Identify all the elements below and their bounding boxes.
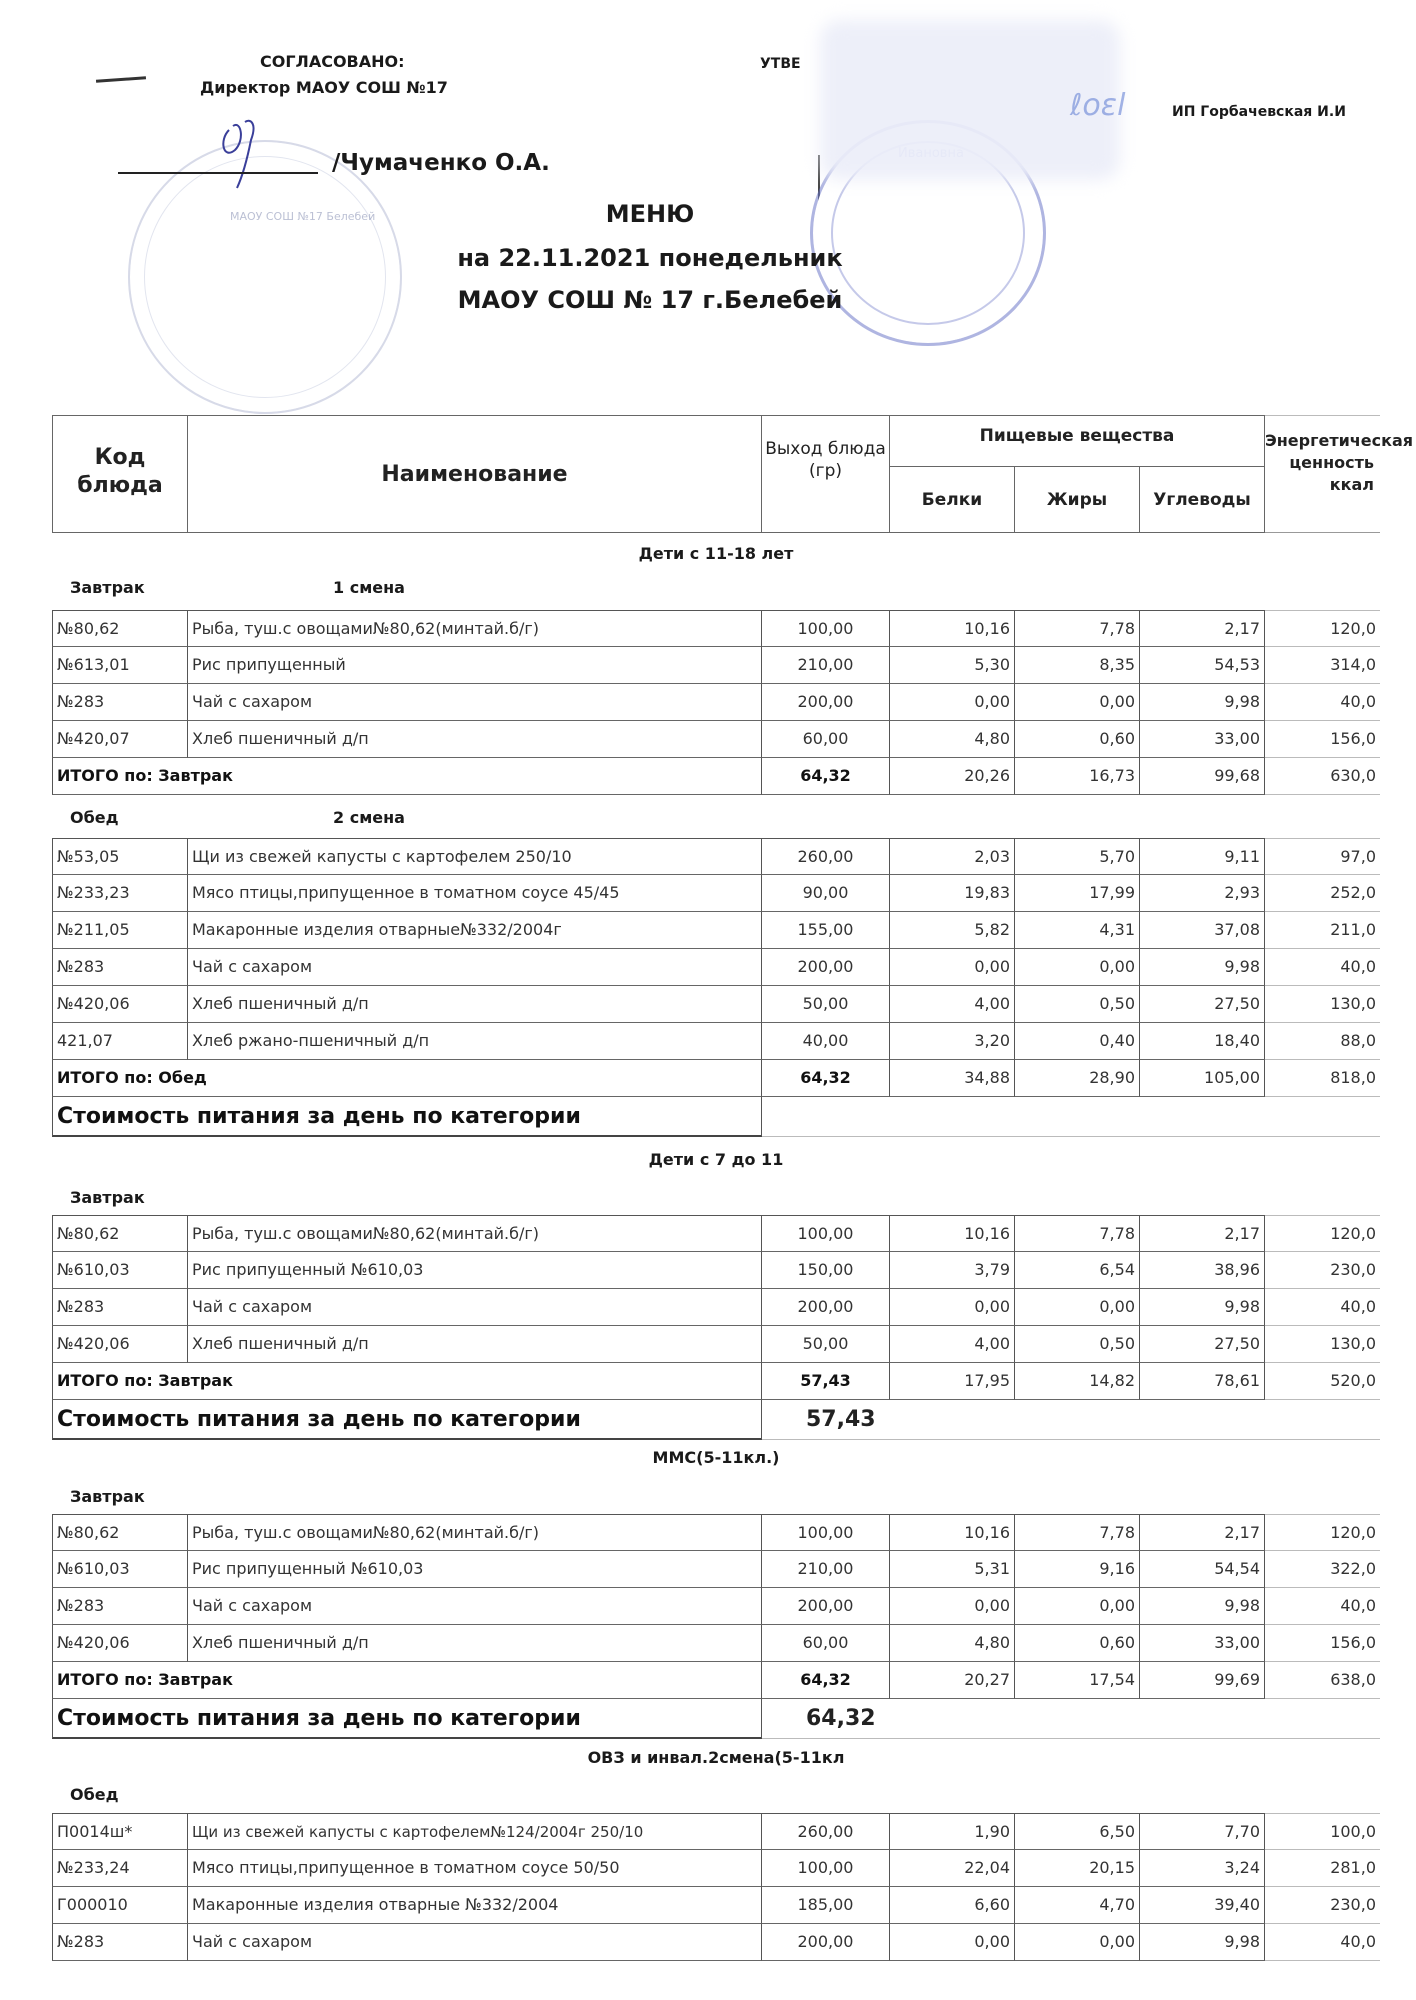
cell-proteins: 19,83 [890,875,1015,912]
cell-name: Хлеб пшеничный д/п [188,1625,762,1662]
meal-label: Обед [70,808,119,827]
cell-fats: 17,99 [1015,875,1140,912]
cell-code: №420,06 [52,986,188,1023]
cell-output: 210,00 [762,647,890,684]
cell-energy: 156,0 [1265,1625,1380,1662]
table-row [52,986,1380,1023]
cell-energy: 120,0 [1265,1215,1380,1252]
cell-name: Чай с сахаром [188,684,762,721]
total-carbs: 78,61 [1140,1363,1265,1400]
total-proteins: 20,26 [890,758,1015,795]
cell-fats: 0,00 [1015,1289,1140,1326]
cell-carbs: 3,24 [1140,1850,1265,1887]
total-label: ИТОГО по: Завтрак [52,758,762,795]
col-fats: Жиры [1015,467,1140,533]
cell-proteins: 5,82 [890,912,1015,949]
total-carbs: 99,68 [1140,758,1265,795]
cell-code: №283 [52,1588,188,1625]
cell-output: 60,00 [762,1625,890,1662]
cell-proteins: 5,30 [890,647,1015,684]
cell-output: 260,00 [762,1813,890,1850]
approve-label: УТВЕ [760,56,801,72]
cell-carbs: 2,17 [1140,1514,1265,1551]
table-row [52,1514,1380,1551]
cell-name: Рис припущенный №610,03 [188,1551,762,1588]
total-carbs: 99,69 [1140,1662,1265,1699]
school-stamp-text: МАОУ СОШ №17 Белебей [230,210,376,223]
cell-output: 40,00 [762,1023,890,1060]
entrepreneur-signature-icon: ℓoɛl [1070,88,1126,123]
cell-code: №283 [52,1289,188,1326]
cell-carbs: 38,96 [1140,1252,1265,1289]
col-carbs: Углеводы [1140,467,1265,533]
table-row [52,610,1380,647]
cell-carbs: 7,70 [1140,1813,1265,1850]
shift-label: 2 смена [333,808,405,827]
cell-fats: 4,70 [1015,1887,1140,1924]
cell-code: №283 [52,684,188,721]
cell-proteins: 2,03 [890,838,1015,875]
total-label: ИТОГО по: Завтрак [52,1363,762,1400]
cell-proteins: 0,00 [890,1924,1015,1961]
pen-mark [96,76,146,82]
cell-code: №420,06 [52,1326,188,1363]
cell-output: 200,00 [762,1924,890,1961]
cell-output: 100,00 [762,1850,890,1887]
table-row [52,647,1380,684]
cost-label: Стоимость питания за день по категории [52,1400,762,1440]
cell-carbs: 2,93 [1140,875,1265,912]
menu-date: на 22.11.2021 понедельник [457,244,843,272]
total-output: 57,43 [762,1363,890,1400]
cell-name: Рыба, туш.с овощами№80,62(минтай.б/г) [188,1215,762,1252]
meal-label: Обед [70,1785,119,1804]
cell-name: Макаронные изделия отварные №332/2004 [188,1887,762,1924]
table-row [52,684,1380,721]
cell-output: 260,00 [762,838,890,875]
cell-energy: 252,0 [1265,875,1380,912]
cell-energy: 230,0 [1265,1252,1380,1289]
table-row [52,1326,1380,1363]
total-energy: 520,0 [1265,1363,1380,1400]
col-code: Код блюда [52,415,188,533]
table-row [52,1887,1380,1924]
cell-proteins: 4,00 [890,1326,1015,1363]
cell-proteins: 22,04 [890,1850,1015,1887]
cell-carbs: 37,08 [1140,912,1265,949]
cell-energy: 40,0 [1265,1924,1380,1961]
total-row [52,1060,1380,1097]
cell-output: 200,00 [762,1289,890,1326]
cell-proteins: 1,90 [890,1813,1015,1850]
total-output: 64,32 [762,1662,890,1699]
cell-output: 100,00 [762,610,890,647]
total-proteins: 17,95 [890,1363,1015,1400]
cell-energy: 120,0 [1265,610,1380,647]
col-proteins: Белки [890,467,1015,533]
cell-output: 155,00 [762,912,890,949]
cell-energy: 40,0 [1265,949,1380,986]
cell-code: №80,62 [52,1215,188,1252]
cell-carbs: 9,11 [1140,838,1265,875]
cell-fats: 8,35 [1015,647,1140,684]
shift-label: 1 смена [333,578,405,597]
total-carbs: 105,00 [1140,1060,1265,1097]
cell-name: Хлеб пшеничный д/п [188,1326,762,1363]
total-output: 64,32 [762,1060,890,1097]
cell-carbs: 33,00 [1140,1625,1265,1662]
section-title: ММС(5-11кл.) [652,1448,780,1467]
cell-code: №283 [52,949,188,986]
cell-proteins: 4,80 [890,1625,1015,1662]
cell-fats: 0,60 [1015,1625,1140,1662]
cell-output: 150,00 [762,1252,890,1289]
total-label: ИТОГО по: Завтрак [52,1662,762,1699]
table-row [52,721,1380,758]
table-row [52,875,1380,912]
cell-fats: 7,78 [1015,610,1140,647]
total-row [52,758,1380,795]
table-row [52,1551,1380,1588]
cell-code: №283 [52,1924,188,1961]
cell-output: 100,00 [762,1514,890,1551]
cell-carbs: 54,53 [1140,647,1265,684]
cell-energy: 314,0 [1265,647,1380,684]
cell-fats: 4,31 [1015,912,1140,949]
cell-energy: 40,0 [1265,1289,1380,1326]
cell-name: Рыба, туш.с овощами№80,62(минтай.б/г) [188,1514,762,1551]
cell-proteins: 10,16 [890,1215,1015,1252]
approved-by: Директор МАОУ СОШ №17 [200,78,448,97]
cell-fats: 9,16 [1015,1551,1140,1588]
table-row [52,1588,1380,1625]
cell-carbs: 18,40 [1140,1023,1265,1060]
total-row [52,1662,1380,1699]
cell-proteins: 10,16 [890,1514,1015,1551]
cell-output: 200,00 [762,949,890,986]
cell-output: 50,00 [762,1326,890,1363]
meal-label: Завтрак [70,1487,145,1506]
cell-fats: 20,15 [1015,1850,1140,1887]
cell-output: 200,00 [762,684,890,721]
cell-name: Мясо птицы,припущенное в томатном соусе 45/45 [188,875,762,912]
cell-code: №420,07 [52,721,188,758]
meal-label: Завтрак [70,578,145,597]
cell-carbs: 2,17 [1140,610,1265,647]
cell-proteins: 0,00 [890,684,1015,721]
cell-code: Г000010 [52,1887,188,1924]
cell-carbs: 9,98 [1140,684,1265,721]
cell-code: П0014ш* [52,1813,188,1850]
cell-carbs: 27,50 [1140,986,1265,1023]
cell-code: №211,05 [52,912,188,949]
cell-proteins: 6,60 [890,1887,1015,1924]
cell-energy: 40,0 [1265,684,1380,721]
cell-energy: 322,0 [1265,1551,1380,1588]
table-row [52,1850,1380,1887]
cell-name: Рис припущенный №610,03 [188,1252,762,1289]
total-row [52,1363,1380,1400]
menu-title: МЕНЮ [605,200,695,228]
cell-name: Хлеб пшеничный д/п [188,986,762,1023]
table-row [52,912,1380,949]
cell-proteins: 0,00 [890,949,1015,986]
entrepreneur-name: ИП Горбачевская И.И [1172,104,1346,120]
cell-fats: 0,40 [1015,1023,1140,1060]
total-proteins: 34,88 [890,1060,1015,1097]
cost-label: Стоимость питания за день по категории [52,1097,762,1137]
cell-proteins: 10,16 [890,610,1015,647]
cell-code: №80,62 [52,1514,188,1551]
cell-code: №610,03 [52,1252,188,1289]
section-title: ОВЗ и инвал.2смена(5-11кл [587,1748,845,1767]
cell-name: Чай с сахаром [188,1588,762,1625]
cell-carbs: 9,98 [1140,1289,1265,1326]
cell-name: Рис припущенный [188,647,762,684]
cell-code: №420,06 [52,1625,188,1662]
cell-name: Чай с сахаром [188,1924,762,1961]
cell-energy: 130,0 [1265,986,1380,1023]
total-fats: 17,54 [1015,1662,1140,1699]
cell-fats: 0,00 [1015,949,1140,986]
table-row [52,1625,1380,1662]
cell-output: 100,00 [762,1215,890,1252]
cell-code: №53,05 [52,838,188,875]
cell-fats: 0,00 [1015,1924,1140,1961]
cell-proteins: 0,00 [890,1588,1015,1625]
cell-carbs: 9,98 [1140,949,1265,986]
cell-output: 50,00 [762,986,890,1023]
signature-icon [215,110,275,190]
school-name: МАОУ СОШ № 17 г.Белебей [457,286,843,314]
cell-carbs: 39,40 [1140,1887,1265,1924]
cell-output: 210,00 [762,1551,890,1588]
cell-fats: 0,60 [1015,721,1140,758]
cell-carbs: 9,98 [1140,1924,1265,1961]
total-energy: 630,0 [1265,758,1380,795]
col-output: Выход блюда (гр) [762,415,890,533]
cell-proteins: 4,00 [890,986,1015,1023]
cell-carbs: 2,17 [1140,1215,1265,1252]
cell-fats: 7,78 [1015,1215,1140,1252]
cell-name: Мясо птицы,припущенное в томатном соусе 50/50 [188,1850,762,1887]
cell-energy: 100,0 [1265,1813,1380,1850]
table-row [52,1023,1380,1060]
cost-row [52,1699,1380,1739]
cell-code: 421,07 [52,1023,188,1060]
total-fats: 28,90 [1015,1060,1140,1097]
cell-output: 90,00 [762,875,890,912]
cell-energy: 120,0 [1265,1514,1380,1551]
table-row [52,1289,1380,1326]
cell-carbs: 54,54 [1140,1551,1265,1588]
signature-line [118,172,318,174]
total-output: 64,32 [762,758,890,795]
table-row [52,838,1380,875]
cell-energy: 130,0 [1265,1326,1380,1363]
cost-value [762,1097,1380,1137]
cell-fats: 0,50 [1015,986,1140,1023]
approved-title: СОГЛАСОВАНО: [260,52,405,71]
cost-value: 64,32 [762,1699,1380,1739]
cell-name: Чай с сахаром [188,1289,762,1326]
cell-code: №233,23 [52,875,188,912]
cost-label: Стоимость питания за день по категории [52,1699,762,1739]
cell-proteins: 4,80 [890,721,1015,758]
cell-output: 185,00 [762,1887,890,1924]
cell-proteins: 3,79 [890,1252,1015,1289]
cell-energy: 156,0 [1265,721,1380,758]
cell-name: Макаронные изделия отварные№332/2004г [188,912,762,949]
cell-name: Хлеб ржано-пшеничный д/п [188,1023,762,1060]
cell-energy: 281,0 [1265,1850,1380,1887]
total-proteins: 20,27 [890,1662,1015,1699]
cell-carbs: 27,50 [1140,1326,1265,1363]
col-nutrients: Пищевые вещества [890,415,1265,467]
cell-code: №613,01 [52,647,188,684]
total-label: ИТОГО по: Обед [52,1060,762,1097]
cell-carbs: 33,00 [1140,721,1265,758]
cell-carbs: 9,98 [1140,1588,1265,1625]
table-row [52,1252,1380,1289]
cell-code: №80,62 [52,610,188,647]
meal-label: Завтрак [70,1188,145,1207]
table-row [52,949,1380,986]
cell-fats: 0,00 [1015,684,1140,721]
cell-proteins: 0,00 [890,1289,1015,1326]
table-row [52,1813,1380,1850]
table-header [52,415,1414,533]
cost-value: 57,43 [762,1400,1380,1440]
total-fats: 16,73 [1015,758,1140,795]
cell-proteins: 3,20 [890,1023,1015,1060]
cell-energy: 40,0 [1265,1588,1380,1625]
cell-fats: 6,50 [1015,1813,1140,1850]
total-energy: 818,0 [1265,1060,1380,1097]
cell-energy: 88,0 [1265,1023,1380,1060]
cell-name: Щи из свежей капусты с картофелем 250/10 [188,838,762,875]
cell-fats: 5,70 [1015,838,1140,875]
col-name: Наименование [188,415,762,533]
cell-energy: 230,0 [1265,1887,1380,1924]
cell-name: Чай с сахаром [188,949,762,986]
total-energy: 638,0 [1265,1662,1380,1699]
cost-row [52,1097,1380,1137]
signer-name: /Чумаченко О.А. [332,150,550,176]
cell-name: Щи из свежей капусты с картофелем№124/2004г 250/10 [188,1813,762,1850]
cell-energy: 211,0 [1265,912,1380,949]
cell-fats: 7,78 [1015,1514,1140,1551]
section-title: Дети с 7 до 11 [648,1150,784,1169]
cell-output: 60,00 [762,721,890,758]
cell-energy: 97,0 [1265,838,1380,875]
cell-fats: 0,00 [1015,1588,1140,1625]
cell-output: 200,00 [762,1588,890,1625]
col-energy: Энергетическая ценность ккал [1265,415,1380,533]
cell-fats: 0,50 [1015,1326,1140,1363]
table-row [52,1924,1380,1961]
cell-name: Хлеб пшеничный д/п [188,721,762,758]
cell-proteins: 5,31 [890,1551,1015,1588]
cell-name: Рыба, туш.с овощами№80,62(минтай.б/г) [188,610,762,647]
total-fats: 14,82 [1015,1363,1140,1400]
cell-code: №610,03 [52,1551,188,1588]
cell-fats: 6,54 [1015,1252,1140,1289]
cell-code: №233,24 [52,1850,188,1887]
table-row [52,1215,1380,1252]
cost-row [52,1400,1380,1440]
section-title: Дети с 11-18 лет [638,544,794,563]
